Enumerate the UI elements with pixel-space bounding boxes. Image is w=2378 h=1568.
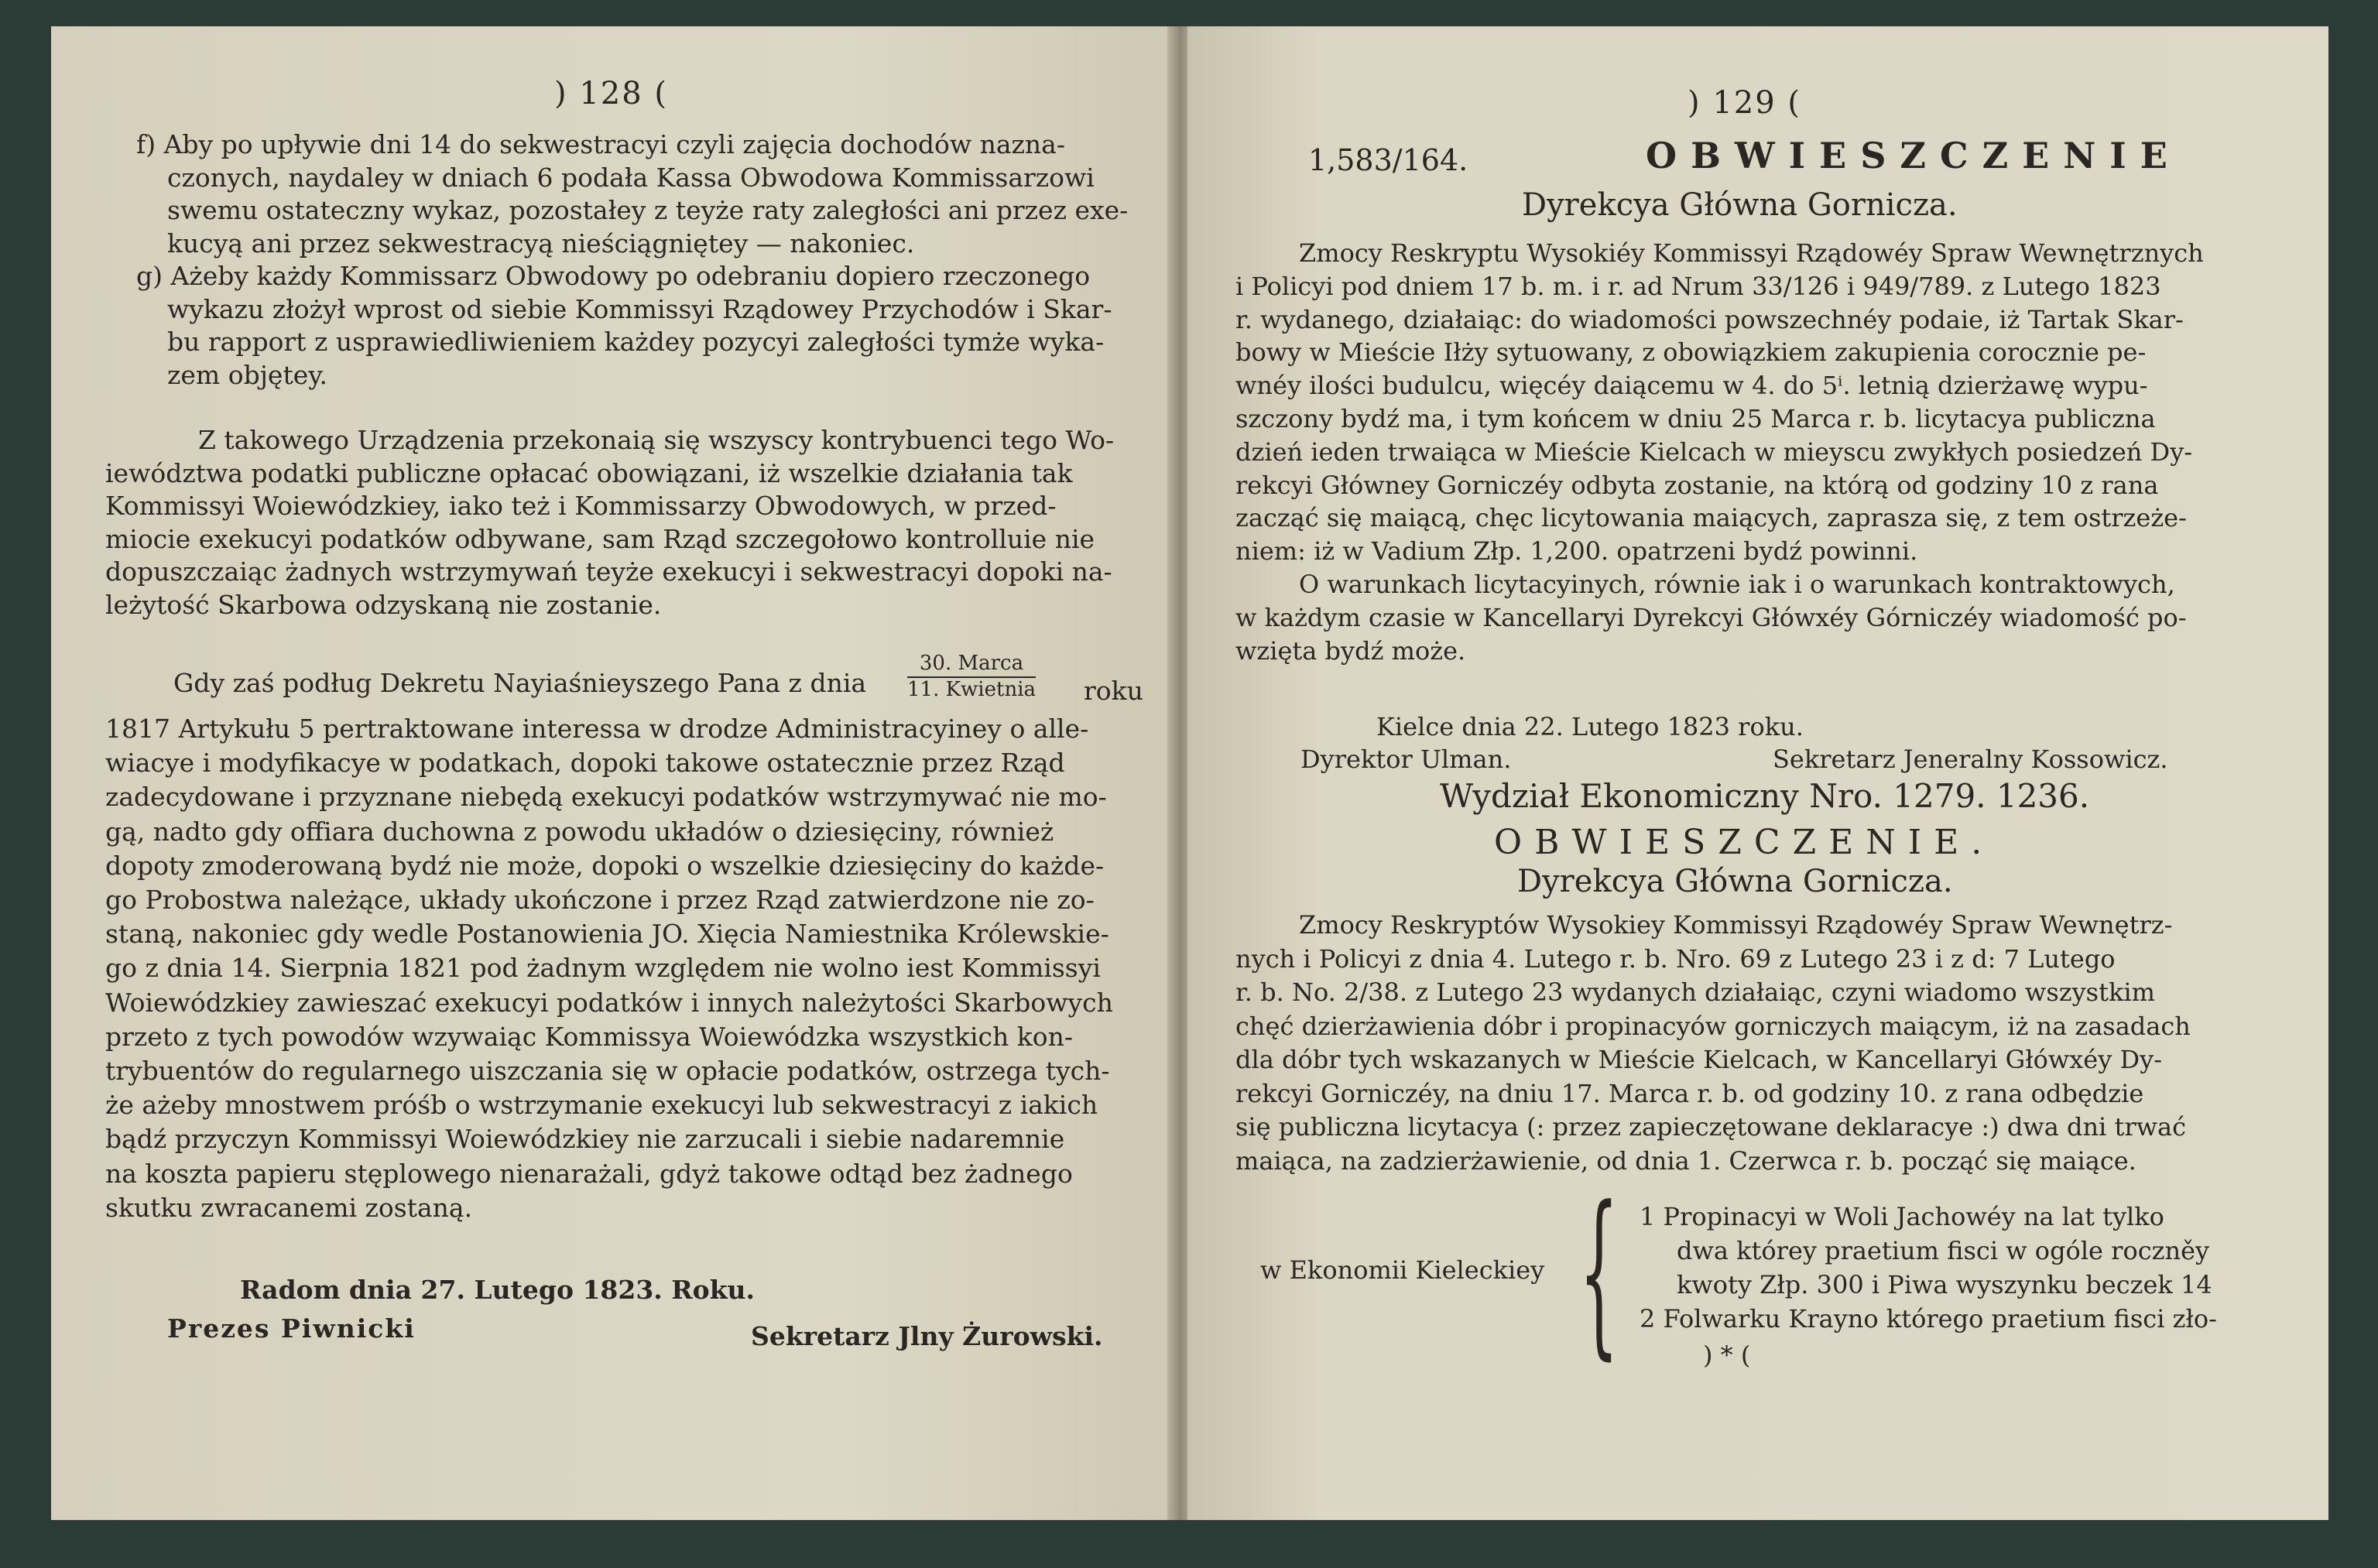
text-line: bądź przyczyn Kommissyi Woiewódzkiey nie zarzucali i siebie nadaremnie [105,1124,1065,1155]
text-line: gą, nadto gdy offiara duchowna z powodu układów o dziesięciny, również [105,816,1054,847]
text-line: zacząć się maiącą, chęc licytowania maiących, zaprasza się, z tem ostrzeże- [1235,503,2187,533]
text-line: Woiewódzkiey zawieszać exekucyi podatków i innych należytości Skarbowych [105,987,1113,1018]
fraction-bottom: 11. Kwietnia [907,678,1037,701]
text-line: swemu ostateczny wykaz, pozostałey z teyże raty zaległości ani przez exe- [167,195,1129,225]
text-line: kucyą ani przez sekwestracyą nieściągniętey — nakoniec. [167,228,915,258]
text-line: go z dnia 14. Sierpnia 1821 pod żadnym względem nie wolno iest Kommissyi [105,953,1101,984]
text-line: czonych, naydaley w dniach 6 podała Kassa Obwodowa Kommissarzowi [167,162,1095,193]
text-line: 1817 Artykułu 5 pertraktowane interessa w drodze Administracyiney o alle- [105,714,1089,744]
estate-items [1640,1200,2217,1336]
paragraph-z-takowego [105,424,1114,621]
signature-president: Prezes Piwnicki [167,1313,416,1344]
text-line: wzięta bydź może. [1235,635,1466,666]
text-line: się publiczna licytacya (: przez zapieczętowane deklaracye :) dwa dni trwać [1235,1112,2186,1142]
text-line: Kommissyi Woiewódzkiey, iako też i Kommissarzy Obwodowych, w przed- [105,491,1057,521]
notice-title-2: OBWIESZCZENIE. [1494,823,1995,862]
brace-symbol: { [1579,1169,1619,1376]
text-line: Z takowego Urządzenia przekonaią się wszyscy kontrybuenci tego Wo- [198,425,1115,455]
text-line: niem: iż w Vadium Złp. 1,200. opatrzeni bydź powinni. [1235,536,1918,567]
secretary-signature: Sekretarz Jeneralny Kossowicz. [1773,745,2168,774]
text-line: wnéy ilości budulcu, więcéy daiącemu w 4. do 5ⁱ. letnią dzierżawę wypu- [1235,371,2148,401]
list-item: kwoty Złp. 300 i Piwa wyszynku beczek 14 [1677,1270,2212,1299]
text-line: bu rapport z usprawiedliwieniem każdey pozycyi zaległości tymże wyka- [167,327,1105,357]
text-line: nych i Policyi z dnia 4. Lutego r. b. Nro. 69 z Lutego 23 i z d: 7 Lutego [1235,943,2116,974]
notice-title-1: OBWIESZCZENIE [1646,135,2181,176]
signature-secretary: Sekretarz Jlny Żurowski. [751,1321,1103,1351]
text-line: skutku zwracanemi zostaną. [105,1192,473,1223]
text-line: dopoty zmoderowaną bydź nie może, dopoki o wszelkie dziesięciny do każde- [105,850,1105,881]
text-line: rekcyi Główney Gorniczéy odbyta zostanie, na którą od godziny 10 z rana [1235,470,2159,500]
estate-label: w Ekonomii Kieleckiey [1260,1255,1545,1285]
text-line: szczony bydź ma, i tym końcem w dniu 25 Marca r. b. licytacya publiczna [1235,403,2156,433]
list-item: 1 Propinacyi w Woli Jachowéy na lat tylko [1640,1202,2164,1231]
place-date-left: Radom dnia 27. Lutego 1823. Roku. [240,1275,756,1305]
text-line: bowy w Mieście Iłży sytuowany, z obowiązkiem zakupienia corocznie pe- [1235,337,2147,368]
place-date-right: Kielce dnia 22. Lutego 1823 roku. [1376,712,1804,741]
text-line: dopuszczaiąc żadnych wstrzymywań teyże exekucyi i sekwestracyi dopoki na- [105,556,1112,587]
list-item: dwa którey praetium fisci w ogóle roczněy [1677,1236,2210,1265]
fraction-top: 30. Marca [907,652,1036,678]
text-line: przeto z tych powodów wzywaiąc Kommissya Woiewódzka wszystkich kon- [105,1021,1073,1052]
director-signature: Dyrektor Ulman. [1300,745,1512,774]
text-line: w każdym czasie w Kancellaryi Dyrekcyi Główxéy Górniczéy wiadomość po- [1235,602,2187,632]
text-line: O warunkach licytacyinych, równie iak i o warunkach kontraktowych, [1299,569,2175,599]
catchword: ) * ( [1703,1340,1751,1370]
text-line: wiacye i modyfikacye w podatkach, dopoki takowe ostatecznie przez Rząd [105,748,1065,779]
text-line: wykazu złożył wprost od siebie Kommissyi Rządowey Przychodów i Skar- [167,293,1112,324]
text-line: leżytość Skarbowa odzyskaną nie zostanie. [105,589,662,620]
text-line: zadecydowane i przyznane niebędą exekucyi podatków wstrzymywać nie mo- [105,782,1107,813]
para3-first-line: Gdy zaś podług Dekretu Nayiaśnieyszego Pana z dnia [173,668,867,698]
text-line: maiąca, na zadzierżawienie, od dnia 1. Czerwca r. b. począć się maiące. [1235,1145,2136,1176]
para3-roku: roku [1084,676,1143,706]
text-line: że ażeby mnostwem próśb o wstrzymanie exekucyi lub sekwestracyi z iakich [105,1090,1098,1121]
notice-subtitle-2: Dyrekcya Główna Gornicza. [1517,864,1953,899]
text-line: r. b. No. 2/38. z Lutego 23 wydanych działaiąc, czyni wiadomo wszystkim [1235,977,2155,1007]
notice-subtitle-1: Dyrekcya Główna Gornicza. [1522,187,1958,223]
notice-2-body [1235,909,2191,1178]
text-line: zem objętey. [167,359,327,390]
text-line: na koszta papieru stęplowego nienarażali, gdyż takowe odtąd bez żadnego [105,1158,1073,1189]
text-line: f) Aby po upływie dni 14 do sekwestracyi czyli zajęcia dochodów nazna- [136,129,1065,159]
text-line: staną, nakoniec gdy wedle Postanowienia JO. Xięcia Namiestnika Królewskie- [105,919,1109,950]
text-line: dzień ieden trwaiąca w Mieście Kielcach w mieyscu zwykłych posiedzeń Dy- [1235,437,2193,467]
page-number-left: ) 128 ( [554,76,668,111]
page-number-right: ) 129 ( [1688,85,1801,121]
date-fraction [907,652,1036,701]
notice-1-body [1235,237,2204,667]
section-heading: Wydział Ekonomiczny Nro. 1279. 1236. [1440,777,2090,815]
text-line: rekcyi Gorniczéy, na dniu 17. Marca r. b. od godziny 10. z rana odbędzie [1235,1078,2144,1108]
paragraph-f-g [136,128,1128,392]
text-line: iewództwa podatki publiczne opłacać obowiązani, iż wszelkie działania tak [105,457,1073,488]
text-line: i Policyi pod dniem 17 b. m. i r. ad Nrum 33/126 i 949/789. z Lutego 1823 [1235,271,2161,301]
text-line: chęć dzierżawienia dóbr i propinacyów gorniczych maiącym, iż na zasadach [1235,1011,2191,1041]
text-line: trybuentów do regularnego uiszczania się w opłacie podatków, ostrzega tych- [105,1056,1110,1087]
text-line: r. wydanego, działaiąc: do wiadomości powszechnéy podaie, iż Tartak Skar- [1235,304,2184,334]
paragraph-gdy-zas [105,712,1113,1225]
text-line: dla dóbr tych wskazanych w Mieście Kielcach, w Kancellaryi Główxéy Dy- [1235,1045,2163,1074]
text-line: go Probostwa należące, układy ukończone i przez Rząd zatwierdzone nie zo- [105,885,1095,916]
text-line: g) Ażeby każdy Kommissarz Obwodowy po odebraniu dopiero rzeczonego [136,261,1091,291]
list-item: 2 Folwarku Krayno którego praetium fisci zło- [1640,1304,2217,1333]
text-line: miocie exekucyi podatków odbywane, sam Rząd szczegołowo kontrolluie nie [105,523,1095,554]
text-line: Zmocy Reskryptów Wysokiey Kommissyi Rządowéy Spraw Wewnętrz- [1299,910,2173,940]
reference-number: 1,583/164. [1308,143,1468,177]
text-line: Zmocy Reskryptu Wysokiéy Kommissyi Rządowéy Spraw Wewnętrznych [1299,238,2204,268]
